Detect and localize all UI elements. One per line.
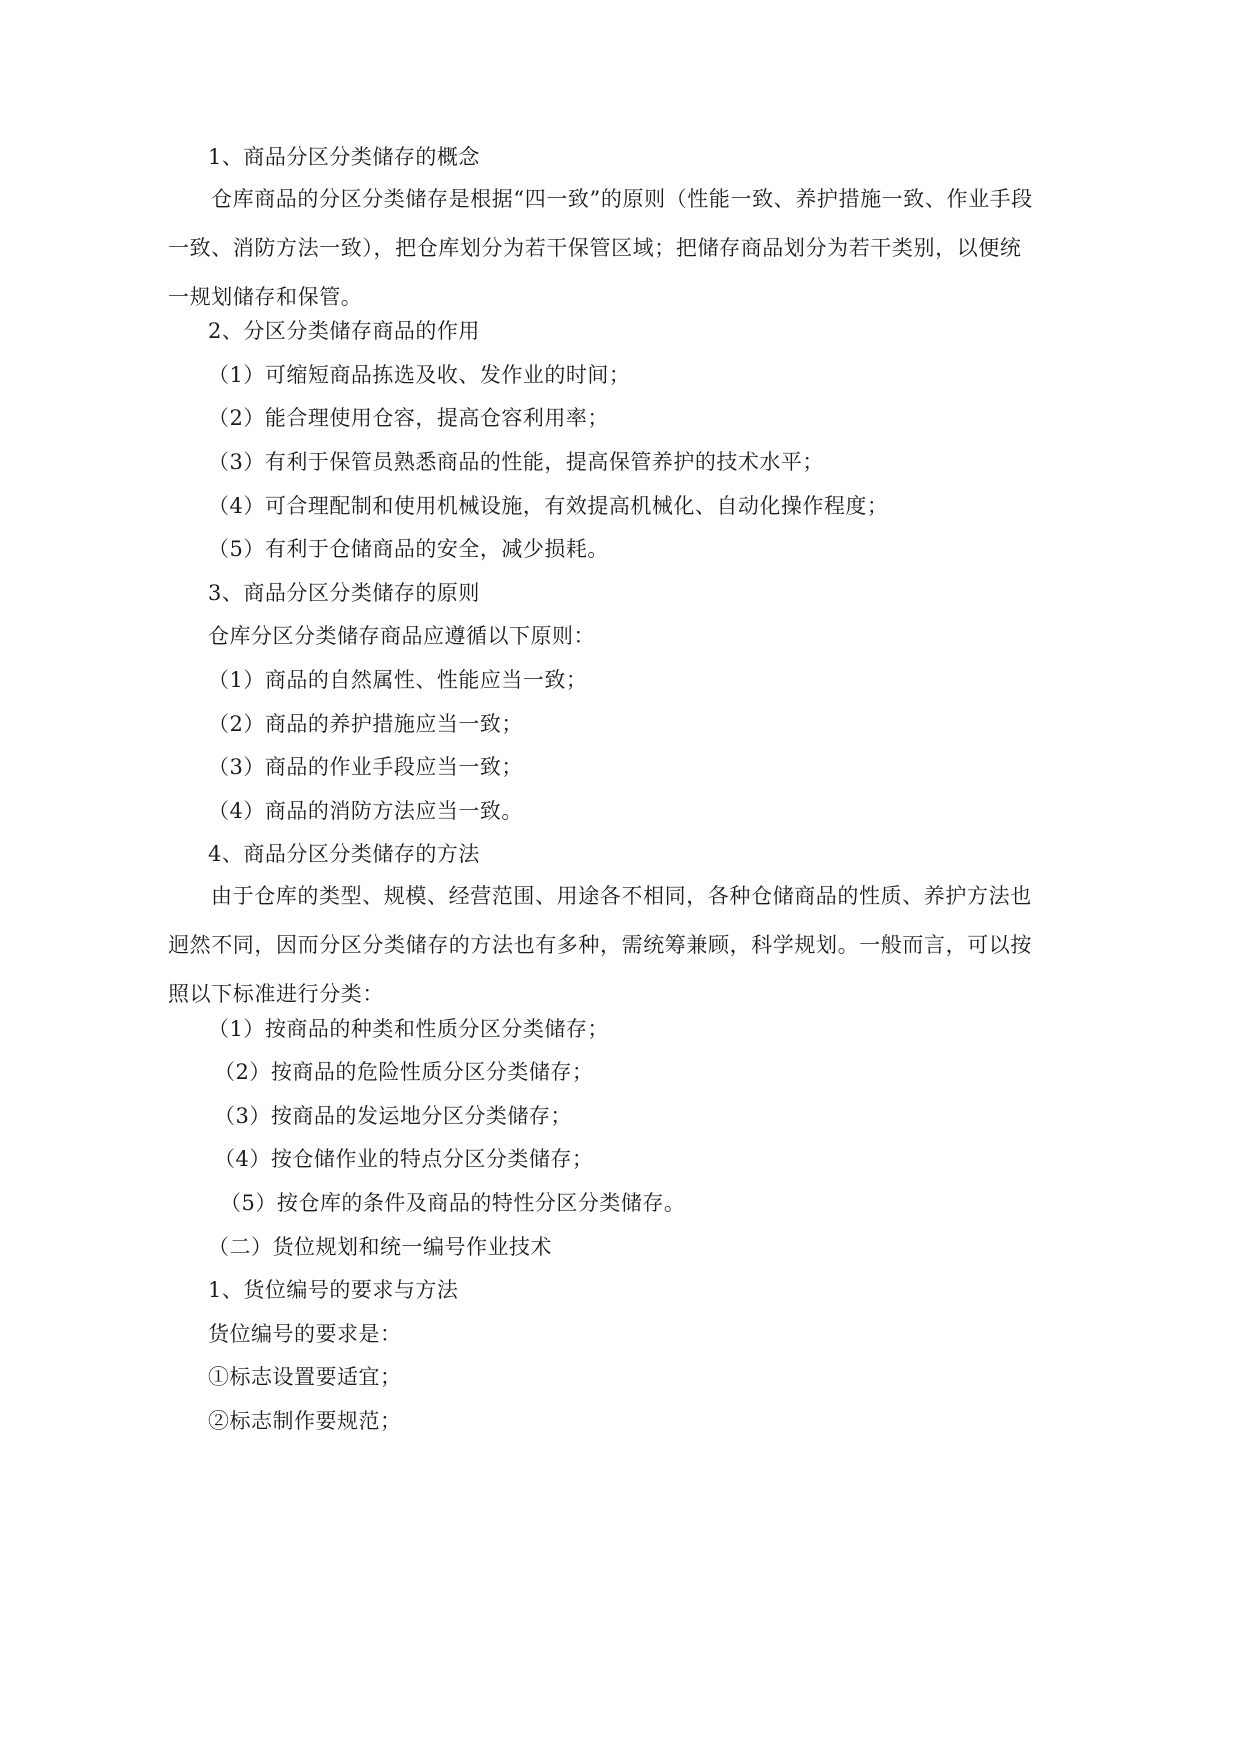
list-item-principle-2: （2）商品的养护措施应当一致；	[208, 712, 523, 736]
paragraph-method: 由于仓库的类型、规模、经营范围、用途各不相同，各种仓储商品的性质、养护方法也迥然不同，因而分区分类储存的方法也有多种，需统筹兼顾，科学规划。一般而言，可以按照以下标准进行分类：	[168, 884, 1032, 1006]
list-item-method-5: （5）按仓库的条件及商品的特性分区分类储存。	[220, 1191, 686, 1215]
principle-intro: 仓库分区分类储存商品应遵循以下原则：	[208, 624, 595, 648]
list-item-method-1: （1）按商品的种类和性质分区分类储存；	[208, 1017, 609, 1041]
list-item-function-2: （2）能合理使用仓容，提高仓容利用率；	[208, 406, 609, 430]
heading-principle: 3、商品分区分类储存的原则	[208, 581, 480, 605]
list-item-principle-4: （4）商品的消防方法应当一致。	[208, 799, 523, 823]
heading-method: 4、商品分区分类储存的方法	[208, 842, 480, 866]
list-item-function-5: （5）有利于仓储商品的安全，减少损耗。	[208, 537, 609, 561]
heading-concept: 1、商品分区分类储存的概念	[208, 145, 480, 169]
paragraph-concept: 仓库商品的分区分类储存是根据“四一致”的原则（性能一致、养护措施一致、作业手段一致、消防方法一致），把仓库划分为若干保管区域；把储存商品划分为若干类别，以便统一规划储存和保管。	[168, 187, 1033, 309]
list-item-principle-1: （1）商品的自然属性、性能应当一致；	[208, 668, 588, 692]
list-item-function-1: （1）可缩短商品拣选及收、发作业的时间；	[208, 363, 631, 387]
list-item-principle-3: （3）商品的作业手段应当一致；	[208, 755, 523, 779]
requirement-item-1: ①标志设置要适宜；	[208, 1365, 402, 1389]
requirement-item-2: ②标志制作要规范；	[208, 1409, 402, 1433]
numbering-requirements-intro: 货位编号的要求是：	[208, 1322, 402, 1346]
heading-function: 2、分区分类储存商品的作用	[208, 319, 480, 343]
list-item-function-3: （3）有利于保管员熟悉商品的性能，提高保管养护的技术水平；	[208, 450, 824, 474]
section-heading-location: （二）货位规划和统一编号作业技术	[208, 1235, 552, 1259]
list-item-method-3: （3）按商品的发运地分区分类储存；	[214, 1104, 572, 1128]
list-item-method-2: （2）按商品的危险性质分区分类储存；	[214, 1060, 594, 1084]
list-item-method-4: （4）按仓储作业的特点分区分类储存；	[214, 1147, 594, 1171]
heading-location-numbering: 1、货位编号的要求与方法	[208, 1278, 459, 1302]
list-item-function-4: （4）可合理配制和使用机械设施，有效提高机械化、自动化操作程度；	[208, 494, 889, 518]
